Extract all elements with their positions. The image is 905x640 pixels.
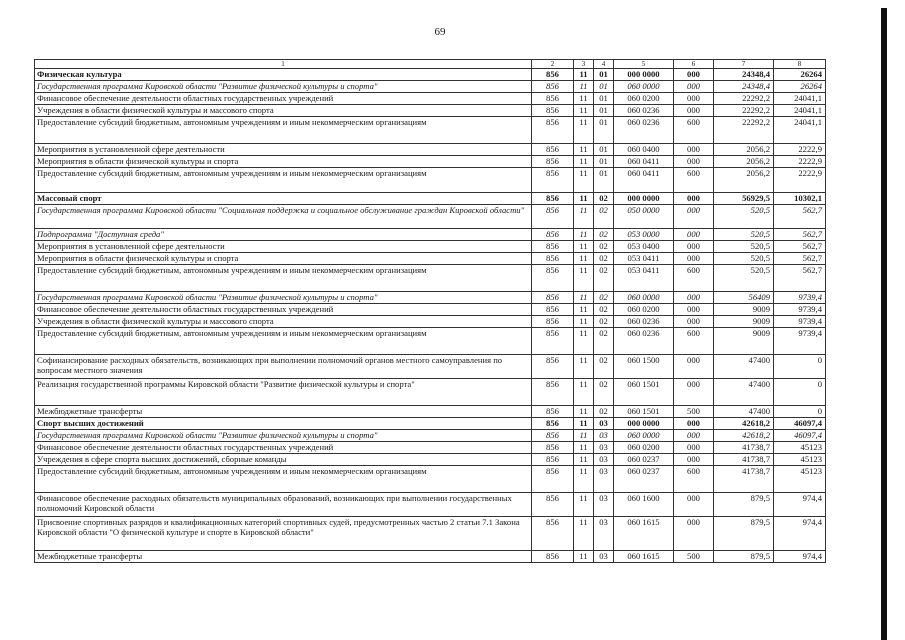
expense-type-code: 000 <box>674 418 714 430</box>
section-code: 11 <box>574 265 594 292</box>
target-article-code: 060 1501 <box>614 379 674 406</box>
expense-type-code: 000 <box>674 69 714 81</box>
amount-year-2: 46097,4 <box>774 418 826 430</box>
amount-year-1: 47400 <box>714 406 774 418</box>
target-article-code: 050 0000 <box>614 205 674 229</box>
target-article-code: 060 0236 <box>614 328 674 355</box>
amount-year-2: 2222,9 <box>774 168 826 193</box>
section-code: 11 <box>574 430 594 442</box>
ministry-code: 856 <box>532 292 574 304</box>
table-row <box>35 292 826 304</box>
amount-year-2: 24041,1 <box>774 105 826 117</box>
item-name: Государственная программа Кировской области "Развитие физической культуры и спорта" <box>35 292 532 304</box>
subsection-code: 01 <box>594 93 614 105</box>
ministry-code: 856 <box>532 466 574 493</box>
amount-year-2: 24041,1 <box>774 93 826 105</box>
table-row <box>35 517 826 551</box>
amount-year-2: 10302,1 <box>774 193 826 205</box>
item-name: Учреждения в сфере спорта высших достижений, сборные команды <box>35 454 532 466</box>
ministry-code: 856 <box>532 241 574 253</box>
item-name: Финансовое обеспечение деятельности областных государственных учреждений <box>35 442 532 454</box>
budget-table <box>34 59 826 563</box>
table-row <box>35 229 826 241</box>
ministry-code: 856 <box>532 253 574 265</box>
expense-type-code: 000 <box>674 156 714 168</box>
target-article-code: 053 0411 <box>614 253 674 265</box>
amount-year-2: 562,7 <box>774 205 826 229</box>
expense-type-code: 500 <box>674 551 714 563</box>
amount-year-2: 562,7 <box>774 253 826 265</box>
ministry-code: 856 <box>532 551 574 563</box>
amount-year-2: 0 <box>774 355 826 379</box>
amount-year-2: 9739,4 <box>774 304 826 316</box>
expense-type-code: 000 <box>674 193 714 205</box>
target-article-code: 000 0000 <box>614 418 674 430</box>
section-code: 11 <box>574 168 594 193</box>
amount-year-2: 24041,1 <box>774 117 826 144</box>
ministry-code: 856 <box>532 265 574 292</box>
ministry-code: 856 <box>532 418 574 430</box>
subsection-code: 02 <box>594 193 614 205</box>
amount-year-1: 41738,7 <box>714 442 774 454</box>
section-code: 11 <box>574 355 594 379</box>
amount-year-1: 520,5 <box>714 253 774 265</box>
column-number: 1 <box>35 60 532 69</box>
amount-year-1: 24348,4 <box>714 81 774 93</box>
item-name: Мероприятия в установленной сфере деятельности <box>35 241 532 253</box>
target-article-code: 060 0411 <box>614 168 674 193</box>
ministry-code: 856 <box>532 316 574 328</box>
amount-year-1: 2056,2 <box>714 156 774 168</box>
subsection-code: 02 <box>594 406 614 418</box>
subsection-code: 03 <box>594 430 614 442</box>
subsection-code: 02 <box>594 265 614 292</box>
amount-year-2: 45123 <box>774 442 826 454</box>
ministry-code: 856 <box>532 81 574 93</box>
ministry-code: 856 <box>532 442 574 454</box>
amount-year-1: 41738,7 <box>714 454 774 466</box>
subsection-code: 01 <box>594 117 614 144</box>
item-name: Финансовое обеспечение деятельности областных государственных учреждений <box>35 304 532 316</box>
subsection-code: 01 <box>594 105 614 117</box>
expense-type-code: 000 <box>674 316 714 328</box>
item-name: Спорт высших достижений <box>35 418 532 430</box>
item-name: Подпрограмма "Доступная среда" <box>35 229 532 241</box>
amount-year-2: 45123 <box>774 454 826 466</box>
amount-year-2: 2222,9 <box>774 156 826 168</box>
table-row <box>35 205 826 229</box>
subsection-code: 01 <box>594 144 614 156</box>
expense-type-code: 000 <box>674 493 714 517</box>
section-code: 11 <box>574 193 594 205</box>
target-article-code: 060 0400 <box>614 144 674 156</box>
expense-type-code: 000 <box>674 105 714 117</box>
item-name: Реализация государственной программы Кировской области "Развитие физической культуры и спорта" <box>35 379 532 406</box>
amount-year-1: 47400 <box>714 355 774 379</box>
subsection-code: 03 <box>594 466 614 493</box>
amount-year-2: 0 <box>774 406 826 418</box>
amount-year-2: 974,4 <box>774 551 826 563</box>
amount-year-2: 2222,9 <box>774 144 826 156</box>
subsection-code: 03 <box>594 493 614 517</box>
subsection-code: 01 <box>594 156 614 168</box>
amount-year-1: 24348,4 <box>714 69 774 81</box>
subsection-code: 02 <box>594 241 614 253</box>
target-article-code: 060 0200 <box>614 442 674 454</box>
section-code: 11 <box>574 316 594 328</box>
table-row <box>35 265 826 292</box>
item-name: Государственная программа Кировской области "Развитие физической культуры и спорта" <box>35 81 532 93</box>
expense-type-code: 000 <box>674 379 714 406</box>
ministry-code: 856 <box>532 205 574 229</box>
ministry-code: 856 <box>532 406 574 418</box>
scan-edge-bar <box>881 8 887 640</box>
item-name: Мероприятия в области физической культуры и спорта <box>35 156 532 168</box>
amount-year-2: 562,7 <box>774 241 826 253</box>
ministry-code: 856 <box>532 93 574 105</box>
item-name: Массовый спорт <box>35 193 532 205</box>
target-article-code: 060 1615 <box>614 517 674 551</box>
subsection-code: 02 <box>594 304 614 316</box>
item-name: Предоставление субсидий бюджетным, автономным учреждениям и иным некоммерческим организациям <box>35 328 532 355</box>
expense-type-code: 600 <box>674 466 714 493</box>
amount-year-1: 56409 <box>714 292 774 304</box>
expense-type-code: 000 <box>674 93 714 105</box>
amount-year-1: 41738,7 <box>714 466 774 493</box>
section-code: 11 <box>574 229 594 241</box>
table-row <box>35 117 826 144</box>
amount-year-2: 45123 <box>774 466 826 493</box>
target-article-code: 060 0237 <box>614 466 674 493</box>
target-article-code: 000 0000 <box>614 193 674 205</box>
target-article-code: 053 0000 <box>614 229 674 241</box>
table-row <box>35 454 826 466</box>
table-row <box>35 551 826 563</box>
ministry-code: 856 <box>532 168 574 193</box>
table-body <box>35 60 826 563</box>
amount-year-1: 9009 <box>714 328 774 355</box>
target-article-code: 060 0200 <box>614 93 674 105</box>
ministry-code: 856 <box>532 144 574 156</box>
table-row <box>35 81 826 93</box>
table-row <box>35 466 826 493</box>
item-name: Предоставление субсидий бюджетным, автономным учреждениям и иным некоммерческим организациям <box>35 466 532 493</box>
amount-year-1: 9009 <box>714 304 774 316</box>
item-name: Мероприятия в области физической культуры и спорта <box>35 253 532 265</box>
expense-type-code: 000 <box>674 229 714 241</box>
target-article-code: 060 1501 <box>614 406 674 418</box>
target-article-code: 060 0236 <box>614 105 674 117</box>
table-row <box>35 379 826 406</box>
table-row <box>35 406 826 418</box>
expense-type-code: 000 <box>674 304 714 316</box>
target-article-code: 060 0236 <box>614 316 674 328</box>
section-code: 11 <box>574 81 594 93</box>
amount-year-2: 974,4 <box>774 517 826 551</box>
subsection-code: 02 <box>594 253 614 265</box>
target-article-code: 060 0237 <box>614 454 674 466</box>
amount-year-1: 22292,2 <box>714 105 774 117</box>
section-code: 11 <box>574 328 594 355</box>
section-code: 11 <box>574 551 594 563</box>
amount-year-1: 47400 <box>714 379 774 406</box>
ministry-code: 856 <box>532 493 574 517</box>
section-code: 11 <box>574 205 594 229</box>
subsection-code: 02 <box>594 328 614 355</box>
target-article-code: 060 0000 <box>614 430 674 442</box>
section-code: 11 <box>574 253 594 265</box>
amount-year-1: 879,5 <box>714 493 774 517</box>
amount-year-2: 0 <box>774 379 826 406</box>
column-number: 8 <box>774 60 826 69</box>
amount-year-1: 42618,2 <box>714 430 774 442</box>
section-code: 11 <box>574 454 594 466</box>
item-name: Предоставление субсидий бюджетным, автономным учреждениям и иным некоммерческим организациям <box>35 168 532 193</box>
section-code: 11 <box>574 442 594 454</box>
ministry-code: 856 <box>532 379 574 406</box>
ministry-code: 856 <box>532 193 574 205</box>
column-number: 4 <box>594 60 614 69</box>
expense-type-code: 600 <box>674 328 714 355</box>
item-name: Присвоение спортивных разрядов и квалификационных категорий спортивных судей, предусмотренных частью 2 статьи 7.1 Закона Кировской области "О физической культуре и спорте в Кировской области" <box>35 517 532 551</box>
subsection-code: 03 <box>594 454 614 466</box>
table-row <box>35 156 826 168</box>
ministry-code: 856 <box>532 454 574 466</box>
table-row <box>35 144 826 156</box>
amount-year-2: 26264 <box>774 81 826 93</box>
column-number: 6 <box>674 60 714 69</box>
ministry-code: 856 <box>532 517 574 551</box>
section-code: 11 <box>574 418 594 430</box>
item-name: Межбюджетные трансферты <box>35 406 532 418</box>
table-row <box>35 355 826 379</box>
target-article-code: 060 1600 <box>614 493 674 517</box>
expense-type-code: 000 <box>674 355 714 379</box>
subsection-code: 02 <box>594 316 614 328</box>
expense-type-code: 500 <box>674 406 714 418</box>
amount-year-2: 9739,4 <box>774 316 826 328</box>
expense-type-code: 000 <box>674 454 714 466</box>
subsection-code: 02 <box>594 292 614 304</box>
item-name: Физическая культура <box>35 69 532 81</box>
target-article-code: 060 0200 <box>614 304 674 316</box>
ministry-code: 856 <box>532 328 574 355</box>
amount-year-1: 520,5 <box>714 265 774 292</box>
amount-year-2: 9739,4 <box>774 328 826 355</box>
amount-year-2: 974,4 <box>774 493 826 517</box>
subsection-code: 02 <box>594 205 614 229</box>
subsection-code: 03 <box>594 551 614 563</box>
amount-year-2: 562,7 <box>774 229 826 241</box>
ministry-code: 856 <box>532 229 574 241</box>
section-code: 11 <box>574 304 594 316</box>
section-code: 11 <box>574 406 594 418</box>
table-row <box>35 304 826 316</box>
expense-type-code: 000 <box>674 205 714 229</box>
target-article-code: 053 0411 <box>614 265 674 292</box>
section-code: 11 <box>574 466 594 493</box>
subsection-code: 02 <box>594 379 614 406</box>
expense-type-code: 000 <box>674 442 714 454</box>
amount-year-1: 879,5 <box>714 551 774 563</box>
target-article-code: 060 0236 <box>614 117 674 144</box>
subsection-code: 02 <box>594 229 614 241</box>
column-number: 5 <box>614 60 674 69</box>
target-article-code: 060 0000 <box>614 81 674 93</box>
expense-type-code: 000 <box>674 81 714 93</box>
section-code: 11 <box>574 493 594 517</box>
item-name: Предоставление субсидий бюджетным, автономным учреждениям и иным некоммерческим организациям <box>35 265 532 292</box>
table-row <box>35 69 826 81</box>
amount-year-1: 56929,5 <box>714 193 774 205</box>
column-number-row <box>35 60 826 69</box>
section-code: 11 <box>574 292 594 304</box>
table-row <box>35 93 826 105</box>
amount-year-1: 520,5 <box>714 205 774 229</box>
expense-type-code: 000 <box>674 517 714 551</box>
item-name: Межбюджетные трансферты <box>35 551 532 563</box>
section-code: 11 <box>574 93 594 105</box>
table-row <box>35 193 826 205</box>
section-code: 11 <box>574 105 594 117</box>
table-row <box>35 442 826 454</box>
column-number: 3 <box>574 60 594 69</box>
column-number: 7 <box>714 60 774 69</box>
section-code: 11 <box>574 379 594 406</box>
section-code: 11 <box>574 156 594 168</box>
target-article-code: 060 0411 <box>614 156 674 168</box>
section-code: 11 <box>574 117 594 144</box>
expense-type-code: 600 <box>674 117 714 144</box>
expense-type-code: 000 <box>674 292 714 304</box>
subsection-code: 03 <box>594 442 614 454</box>
target-article-code: 060 1500 <box>614 355 674 379</box>
amount-year-1: 22292,2 <box>714 93 774 105</box>
ministry-code: 856 <box>532 430 574 442</box>
subsection-code: 03 <box>594 517 614 551</box>
target-article-code: 060 0000 <box>614 292 674 304</box>
ministry-code: 856 <box>532 69 574 81</box>
section-code: 11 <box>574 69 594 81</box>
table-row <box>35 430 826 442</box>
table-row <box>35 493 826 517</box>
subsection-code: 01 <box>594 168 614 193</box>
amount-year-1: 520,5 <box>714 229 774 241</box>
target-article-code: 000 0000 <box>614 69 674 81</box>
expense-type-code: 000 <box>674 144 714 156</box>
table-row <box>35 241 826 253</box>
amount-year-1: 9009 <box>714 316 774 328</box>
amount-year-1: 22292,2 <box>714 117 774 144</box>
item-name: Учреждения в области физической культуры и массового спорта <box>35 316 532 328</box>
subsection-code: 03 <box>594 418 614 430</box>
item-name: Предоставление субсидий бюджетным, автономным учреждениям и иным некоммерческим организациям <box>35 117 532 144</box>
section-code: 11 <box>574 144 594 156</box>
column-number: 2 <box>532 60 574 69</box>
amount-year-2: 26264 <box>774 69 826 81</box>
target-article-code: 053 0400 <box>614 241 674 253</box>
table-row <box>35 418 826 430</box>
amount-year-1: 42618,2 <box>714 418 774 430</box>
table-row <box>35 168 826 193</box>
amount-year-1: 520,5 <box>714 241 774 253</box>
table-row <box>35 316 826 328</box>
item-name: Финансовое обеспечение расходных обязательств муниципальных образований, возникающих при выполнении государственных полномочий Кировской области <box>35 493 532 517</box>
ministry-code: 856 <box>532 117 574 144</box>
section-code: 11 <box>574 517 594 551</box>
page-number: 69 <box>434 26 446 38</box>
item-name: Финансовое обеспечение деятельности областных государственных учреждений <box>35 93 532 105</box>
target-article-code: 060 1615 <box>614 551 674 563</box>
expense-type-code: 600 <box>674 168 714 193</box>
item-name: Государственная программа Кировской области "Развитие физической культуры и спорта" <box>35 430 532 442</box>
amount-year-2: 562,7 <box>774 265 826 292</box>
subsection-code: 01 <box>594 81 614 93</box>
item-name: Учреждения в области физической культуры и массового спорта <box>35 105 532 117</box>
table-row <box>35 105 826 117</box>
amount-year-2: 46097,4 <box>774 430 826 442</box>
ministry-code: 856 <box>532 105 574 117</box>
item-name: Государственная программа Кировской области "Социальная поддержка и социальное обслуживание граждан Кировской области" <box>35 205 532 229</box>
item-name: Софинансирование расходных обязательств, возникающих при выполнении полномочий органов местного самоуправления по вопросам местного значения <box>35 355 532 379</box>
expense-type-code: 000 <box>674 430 714 442</box>
ministry-code: 856 <box>532 304 574 316</box>
expense-type-code: 600 <box>674 265 714 292</box>
amount-year-1: 2056,2 <box>714 168 774 193</box>
ministry-code: 856 <box>532 355 574 379</box>
amount-year-2: 9739,4 <box>774 292 826 304</box>
expense-type-code: 000 <box>674 241 714 253</box>
amount-year-1: 879,5 <box>714 517 774 551</box>
ministry-code: 856 <box>532 156 574 168</box>
section-code: 11 <box>574 241 594 253</box>
item-name: Мероприятия в установленной сфере деятельности <box>35 144 532 156</box>
table-row <box>35 328 826 355</box>
subsection-code: 02 <box>594 355 614 379</box>
amount-year-1: 2056,2 <box>714 144 774 156</box>
expense-type-code: 000 <box>674 253 714 265</box>
table-row <box>35 253 826 265</box>
subsection-code: 01 <box>594 69 614 81</box>
